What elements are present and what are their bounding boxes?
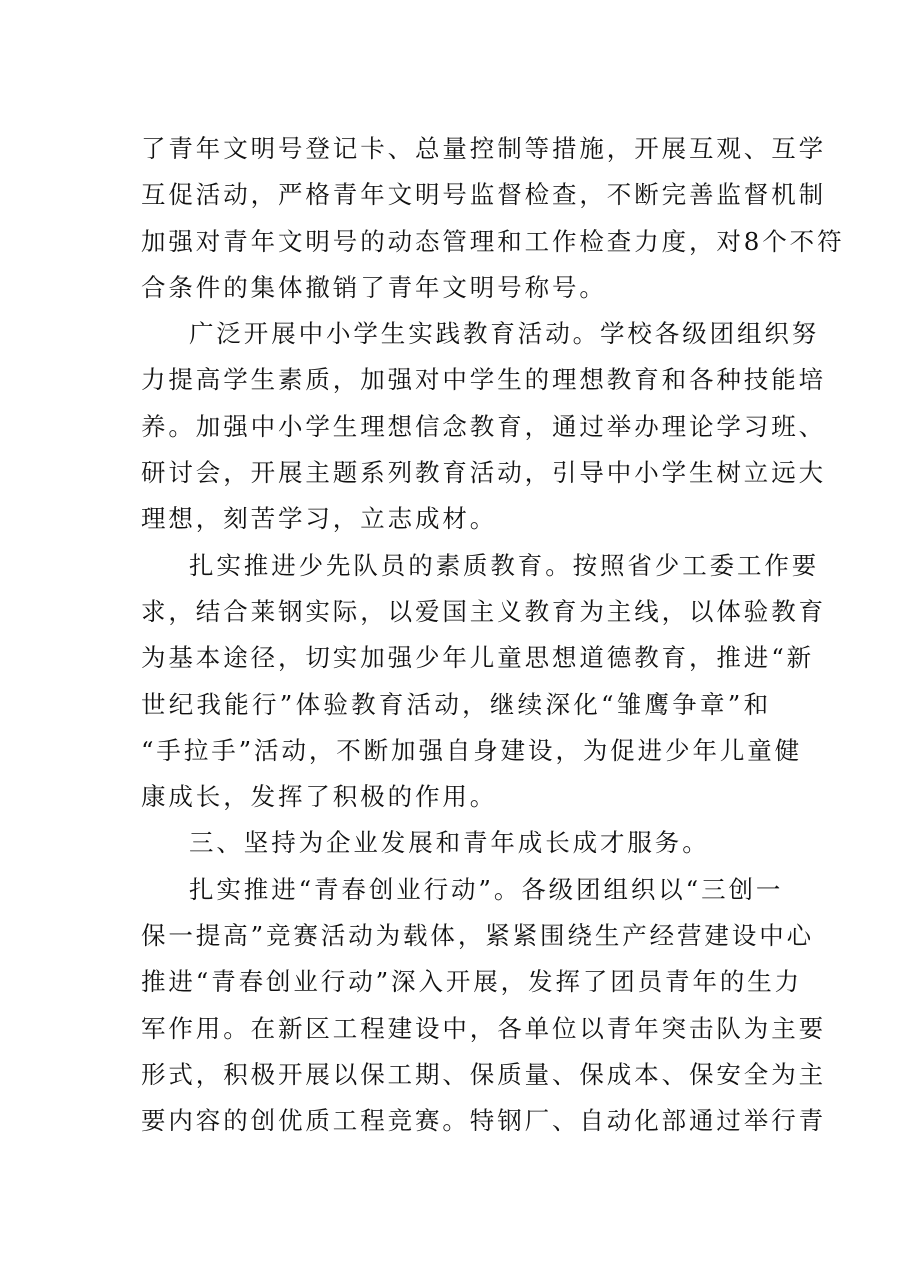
text-line: 力提高学生素质，加强对中学生的理想教育和各种技能培 <box>141 365 826 395</box>
text-line: 要内容的创优质工程竞赛。特钢厂、自动化部通过举行青 <box>141 1106 826 1136</box>
text-line: 理想，刻苦学习，立志成材。 <box>141 504 498 534</box>
text-line: 形式，积极开展以保工期、保质量、保成本、保安全为主 <box>141 1059 826 1089</box>
text-line: 保一提高”竞赛活动为载体，紧紧围绕生产经营建设中心 <box>141 921 815 951</box>
text-line: 了青年文明号登记卡、总量控制等措施，开展互观、互学 <box>141 134 826 163</box>
body-text <box>141 126 845 1145</box>
text-line: 为基本途径，切实加强少年儿童思想道德教育，推进“新 <box>141 643 815 673</box>
text-line: 加强对青年文明号的动态管理和工作检查力度，对8个不符 <box>141 226 845 256</box>
section-heading: 三、坚持为企业发展和青年成长成才服务。 <box>189 828 710 858</box>
text-line: 互促活动，严格青年文明号监督检查，不断完善监督机制 <box>141 180 826 210</box>
text-line: 推进“青春创业行动”深入开展，发挥了团员青年的生力 <box>141 967 803 997</box>
text-line: 合条件的集体撤销了青年文明号称号。 <box>141 272 607 302</box>
paragraph-start-line: 扎实推进“青春创业行动”。各级团组织以“三创一 <box>189 874 784 904</box>
text-line: 求，结合莱钢实际，以爱国主义教育为主线，以体验教育 <box>141 596 826 626</box>
paragraph-start-line: 广泛开展中小学生实践教育活动。学校各级团组织努 <box>189 319 820 349</box>
text-line: 军作用。在新区工程建设中，各单位以青年突击队为主要 <box>141 1013 826 1043</box>
text-line: 世纪我能行”体验教育活动，继续深化“雏鹰争章”和 <box>141 689 771 719</box>
text-line: 养。加强中小学生理想信念教育，通过举办理论学习班、 <box>141 411 826 441</box>
paragraph-start-line: 扎实推进少先队员的素质教育。按照省少工委工作要 <box>189 550 820 580</box>
text-line: 康成长，发挥了积极的作用。 <box>141 782 498 812</box>
text-line: 研讨会，开展主题系列教育活动，引导中小学生树立远大 <box>141 458 826 488</box>
text-line: “手拉手”活动，不断加强自身建设，为促进少年儿童健 <box>141 735 803 765</box>
